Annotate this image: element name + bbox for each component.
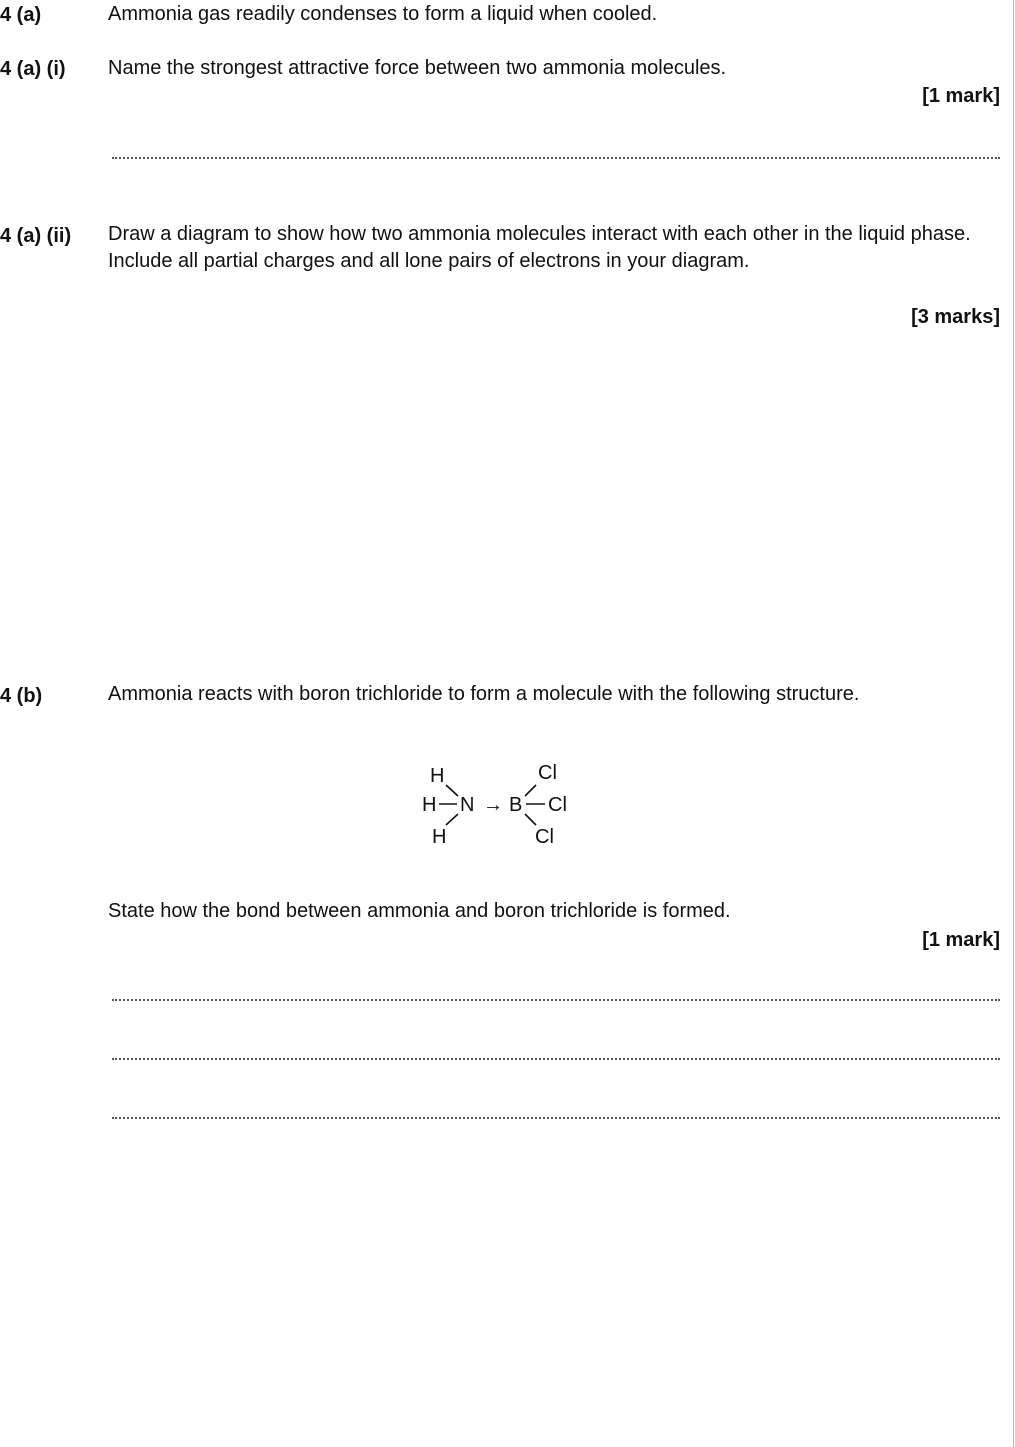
bond-b-cl-bottom (525, 814, 536, 825)
question-number-4a: 4 (a) (0, 4, 42, 26)
bond-h-top-n (446, 785, 458, 796)
bond-h-bottom-n (446, 814, 458, 825)
question-number-4b: 4 (b) (0, 685, 43, 707)
page-edge (1013, 0, 1014, 1447)
answer-line-4b-3[interactable] (112, 1117, 1000, 1119)
question-number-4aii: 4 (a) (ii) (0, 225, 72, 247)
marks-4aii: [3 marks] (911, 306, 1000, 328)
drawing-area-4aii[interactable] (108, 340, 998, 660)
dative-arrow: → (483, 794, 503, 816)
answer-line-4b-1[interactable] (112, 999, 1000, 1001)
atom-h-bottom: H (432, 826, 447, 848)
marks-4b: [1 mark] (922, 929, 1000, 951)
question-text-4aii (108, 221, 998, 275)
atom-cl-bottom: Cl (535, 826, 554, 848)
question-instruction-4b: State how the bond between ammonia and boron trichloride is formed. (108, 900, 731, 922)
ammonia-boron-trichloride-structure (414, 758, 584, 854)
question-text-4aii-line2: Include all partial charges and all lone pairs of electrons in your diagram. (108, 250, 750, 272)
bond-b-cl-top (525, 785, 536, 796)
question-text-4ai: Name the strongest attractive force between two ammonia molecules. (108, 57, 727, 79)
question-text-4b: Ammonia reacts with boron trichloride to form a molecule with the following structure. (108, 683, 860, 705)
marks-4ai: [1 mark] (922, 85, 1000, 107)
question-text-4a: Ammonia gas readily condenses to form a liquid when cooled. (108, 3, 658, 25)
atom-cl-top: Cl (538, 762, 557, 784)
atom-n: N (460, 794, 475, 816)
question-text-4aii-line1: Draw a diagram to show how two ammonia molecules interact with each other in the liquid phase. (108, 223, 971, 245)
answer-line-4ai[interactable] (112, 157, 1000, 159)
atom-h-top: H (430, 765, 445, 787)
question-number-4ai: 4 (a) (i) (0, 58, 66, 80)
atom-b: B (509, 794, 523, 816)
atom-h-left: H (422, 794, 437, 816)
answer-line-4b-2[interactable] (112, 1058, 1000, 1060)
atom-cl-right: Cl (548, 794, 567, 816)
